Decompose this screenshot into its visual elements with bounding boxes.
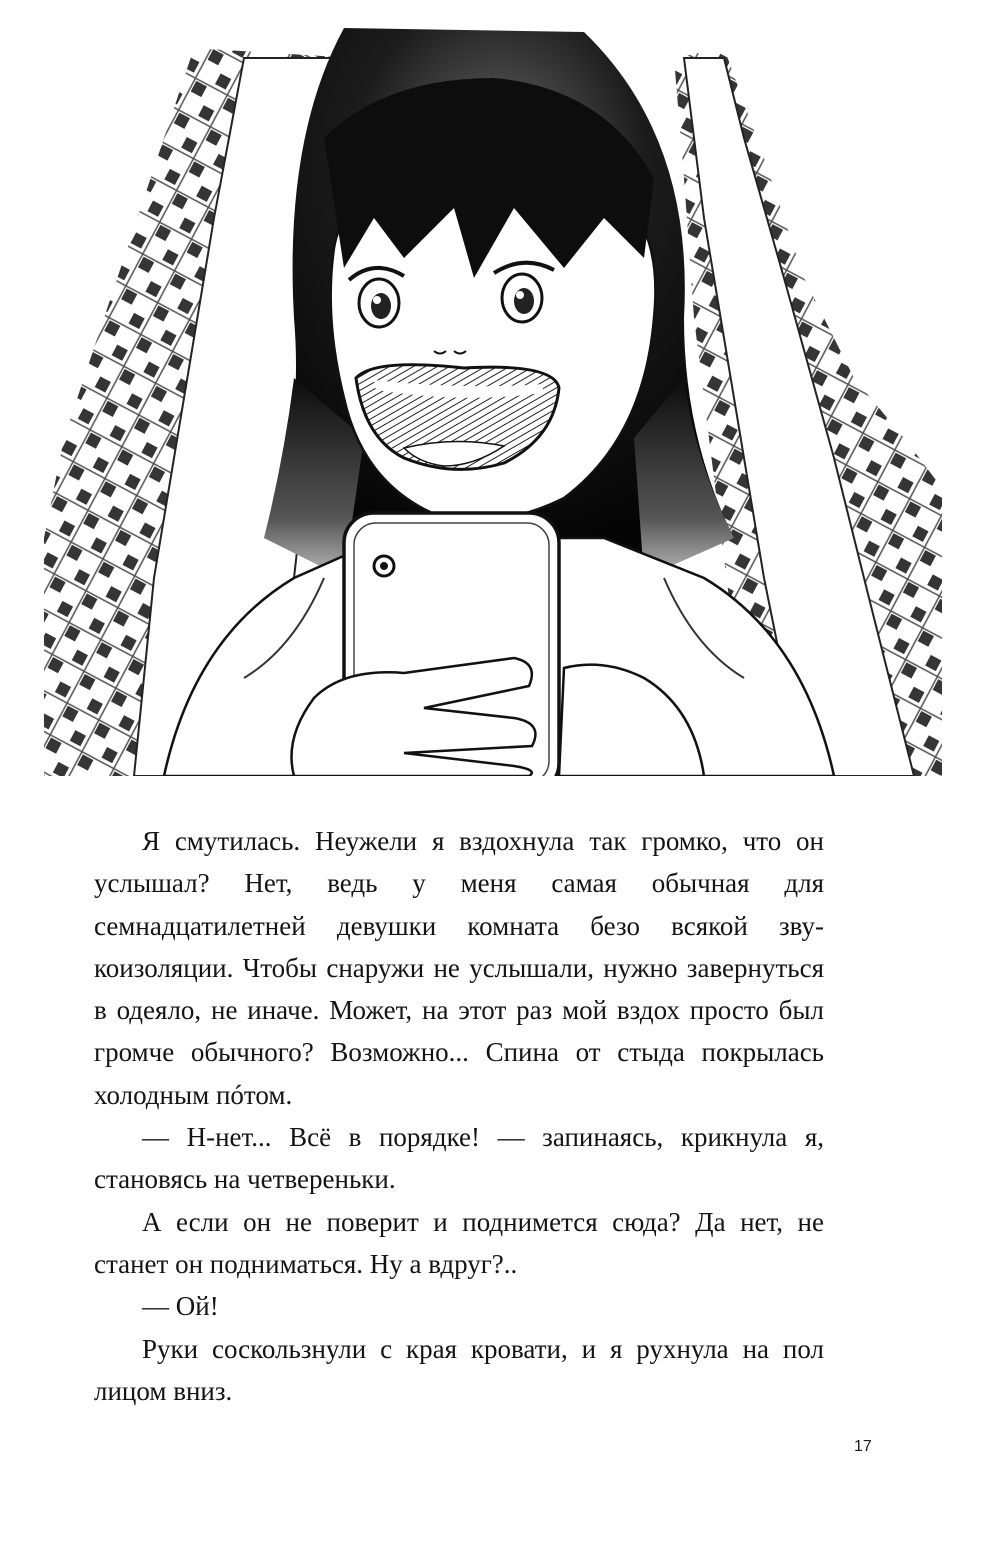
page-number: 17	[854, 1438, 872, 1455]
paragraph: Я смутилась. Неужели я вздохнула так громко, что он услышал? Нет, ведь у меня самая обычная для семнадцатилетней девушки комната безо всякой звукоизоляции. Чтобы снаружи не услышали, нужно завернуться в одеяло, не иначе. Может, на этот раз мой вздох просто был громче обычного? Возможно... Спина от стыда покрылась холодным пóтом.	[94, 826, 824, 1110]
body-text	[94, 820, 824, 1412]
manga-illustration	[44, 18, 942, 776]
paragraph: — Н-нет... Всё в порядке! — запинаясь, крикнула я, становясь на четвереньки.	[94, 1122, 824, 1195]
girl-with-phone-drawing	[44, 18, 942, 776]
paragraph: — Ой!	[142, 1291, 219, 1322]
paragraph: А если он не поверит и поднимется сюда? Да нет, не станет он подниматься. Ну а вдруг?..	[94, 1206, 824, 1279]
paragraph: Руки соскользнули с края кровати, и я рухнула на пол лицом вниз.	[94, 1333, 824, 1406]
